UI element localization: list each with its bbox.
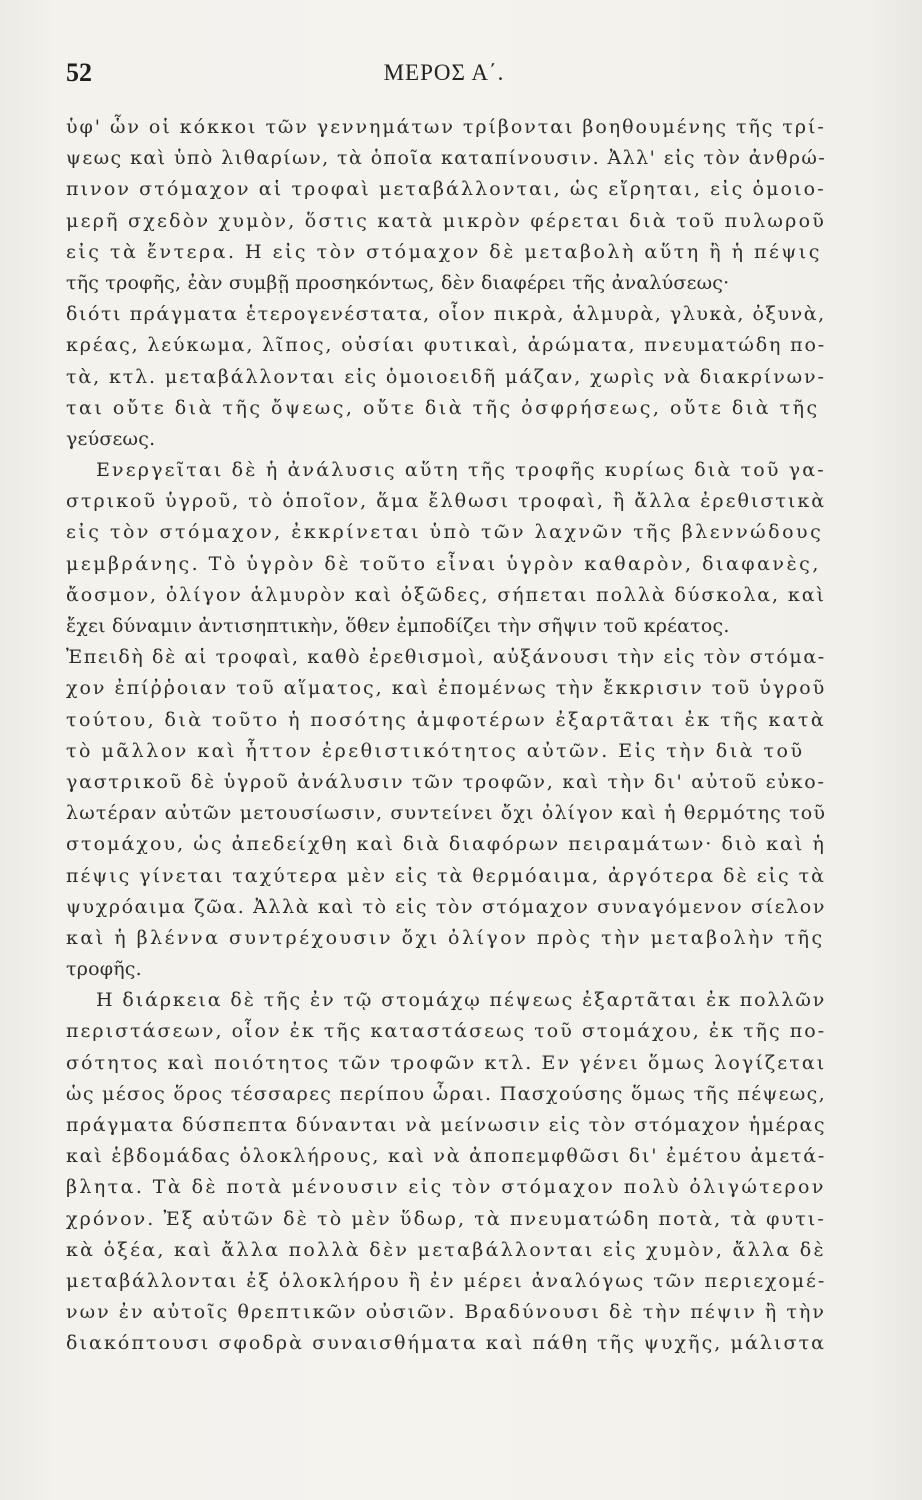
text-line: τὰ, κτλ. μεταβάλλονται εἰς ὁμοιοειδῆ μάζαν, χωρὶς νὰ διακρίνων- xyxy=(66,365,826,388)
text-line: τῆς τροφῆς, ἐὰν συμβῇ προσηκόντως, δὲν διαφέρει τῆς ἀναλύσεως· xyxy=(66,271,730,294)
text-line: στομάχου, ὡς ἀπεδείχθη καὶ διὰ διαφόρων πειραμάτων· διὸ καὶ ἡ xyxy=(66,833,826,856)
text-line: γεύσεως. xyxy=(66,427,156,450)
text-line: γαστρικοῦ δὲ ὑγροῦ ἀνάλυσιν τῶν τροφῶν, καὶ τὴν δι' αὐτοῦ εὐκο- xyxy=(66,770,826,793)
text-line: σότητος καὶ ποιότητος τῶν τροφῶν κτλ. Εν γένει ὅμως λογίζεται xyxy=(66,1051,826,1074)
text-line: Ενεργεῖται δὲ ἡ ἀνάλυσις αὕτη τῆς τροφῆς κυρίως διὰ τοῦ γα- xyxy=(96,459,826,482)
text-line: εἰς τὸν στόμαχον, ἐκκρίνεται ὑπὸ τῶν λαχνῶν τῆς βλεννώδους xyxy=(66,521,824,544)
text-line: νων ἐν αὐτοῖς θρεπτικῶν οὐσιῶν. Βραδύνουσι δὲ τὴν πέψιν ἢ τὴν xyxy=(66,1301,826,1324)
text-line: ψυχρόαιμα ζῶα. Ἀλλὰ καὶ τὸ εἰς τὸν στόμαχον συναγόμενον σίελον xyxy=(66,895,826,918)
text-line: εἰς τὰ ἔντερα. Η εἰς τὸν στόμαχον δὲ μεταβολὴ αὕτη ἢ ἡ πέψις xyxy=(66,240,822,263)
text-line: λωτέραν αὐτῶν μετουσίωσιν, συντείνει ὄχι ὀλίγον καὶ ἡ θερμότης τοῦ xyxy=(66,802,826,825)
text-line: πινον στόμαχον αἱ τροφαὶ μεταβάλλονται, ὡς εἴρηται, εἰς ὁμοιο- xyxy=(66,178,826,201)
text-line: διότι πράγματα ἑτερογενέστατα, οἷον πικρὰ, ἁλμυρὰ, γλυκὰ, ὀξυνὰ, xyxy=(66,303,826,326)
text-line: Ἐπειδὴ δὲ αἱ τροφαὶ, καθὸ ἐρεθισμοὶ, αὐξάνουσι τὴν εἰς τὸν στόμα- xyxy=(66,646,826,669)
text-line: στρικοῦ ὑγροῦ, τὸ ὁποῖον, ἅμα ἔλθωσι τροφαὶ, ἢ ἄλλα ἐρεθιστικὰ xyxy=(66,490,826,513)
running-head: ΜΕΡΟΣ Α΄. xyxy=(383,60,505,85)
text-line: μεταβάλλονται ἐξ ὁλοκλήρου ἢ ἐν μέρει ἀναλόγως τῶν περιεχομέ- xyxy=(66,1269,826,1292)
body-text xyxy=(66,112,826,1482)
page-header xyxy=(66,58,822,92)
text-line: κὰ ὀξέα, καὶ ἄλλα πολλὰ δὲν μεταβάλλονται εἰς χυμὸν, ἄλλα δὲ xyxy=(66,1238,826,1261)
text-line: κρέας, λεύκωμα, λῖπος, οὐσίαι φυτικαὶ, ἀρώματα, πνευματώδη πο- xyxy=(66,334,826,357)
text-line: Η διάρκεια δὲ τῆς ἐν τῷ στομάχῳ πέψεως ἐξαρτᾶται ἐκ πολλῶν xyxy=(96,989,826,1012)
text-line: τροφῆς. xyxy=(66,958,142,981)
text-line: ἄοσμον, ὀλίγον ἁλμυρὸν καὶ ὀξῶδες, σήπεται πολλὰ δύσκολα, καὶ xyxy=(66,583,826,606)
text-line: καὶ ἡ βλέννα συντρέχουσιν ὄχι ὀλίγον πρὸς τὴν μεταβολὴν τῆς xyxy=(66,926,825,949)
page-number: 52 xyxy=(66,58,92,87)
text-line: καὶ ἑβδομάδας ὁλοκλήρους, καὶ νὰ ἀποπεμφθῶσι δι' ἐμέτου ἀμετά- xyxy=(66,1145,826,1168)
text-line: πράγματα δύσπεπτα δύνανται νὰ μείνωσιν εἰς τὸν στόμαχον ἡμέρας xyxy=(66,1114,826,1136)
text-line: πέψις γίνεται ταχύτερα μὲν εἰς τὰ θερμόαιμα, ἀργότερα δὲ εἰς τὰ xyxy=(66,864,826,887)
text-line: ἔχει δύναμιν ἀντισηπτικὴν, ὅθεν ἐμποδίζει τὴν σῆψιν τοῦ κρέατος. xyxy=(66,615,730,637)
text-line: διακόπτουσι σφοδρὰ συναισθήματα καὶ πάθη τῆς ψυχῆς, μάλιστα xyxy=(66,1332,826,1355)
text-line: περιστάσεων, οἷον ἐκ τῆς καταστάσεως τοῦ στομάχου, ἐκ τῆς πο- xyxy=(66,1020,826,1043)
text-line: μερῆ σχεδὸν χυμὸν, ὅστις κατὰ μικρὸν φέρεται διὰ τοῦ πυλωροῦ xyxy=(66,209,826,232)
text-line: τὸ μᾶλλον καὶ ἧττον ἐρεθιστικότητος αὐτῶν. Εἰς τὴν διὰ τοῦ xyxy=(66,739,805,762)
text-line: ται οὔτε διὰ τῆς ὄψεως, οὔτε διὰ τῆς ὀσφρήσεως, οὔτε διὰ τῆς xyxy=(66,396,820,419)
text-line: ὡς μέσος ὅρος τέσσαρες περίπου ὧραι. Πασχούσης ὅμως τῆς πέψεως, xyxy=(66,1082,826,1105)
text-line: ψεως καὶ ὑπὸ λιθαρίων, τὰ ὁποῖα καταπίνουσιν. Ἀλλ' εἰς τὸν ἀνθρώ- xyxy=(66,147,826,170)
text-line: ὑφ' ὧν οἱ κόκκοι τῶν γεννημάτων τρίβονται βοηθουμένης τῆς τρί- xyxy=(66,116,826,138)
text-line: χον ἐπίῤῥοιαν τοῦ αἵματος, καὶ ἐπομένως τὴν ἔκκρισιν τοῦ ὑγροῦ xyxy=(66,677,826,700)
text-line: βλητα. Τὰ δὲ ποτὰ μένουσιν εἰς τὸν στόμαχον πολὺ ὀλιγώτερον xyxy=(66,1176,826,1199)
text-line: τούτου, διὰ τοῦτο ἡ ποσότης ἀμφοτέρων ἐξαρτᾶται ἐκ τῆς κατὰ xyxy=(66,708,826,731)
text-line: μεμβράνης. Τὸ ὑγρὸν δὲ τοῦτο εἶναι ὑγρὸν καθαρὸν, διαφανὲς, xyxy=(66,552,821,575)
text-line: χρόνον. Ἐξ αὐτῶν δὲ τὸ μὲν ὕδωρ, τὰ πνευματώδη ποτὰ, τὰ φυτι- xyxy=(66,1207,826,1230)
